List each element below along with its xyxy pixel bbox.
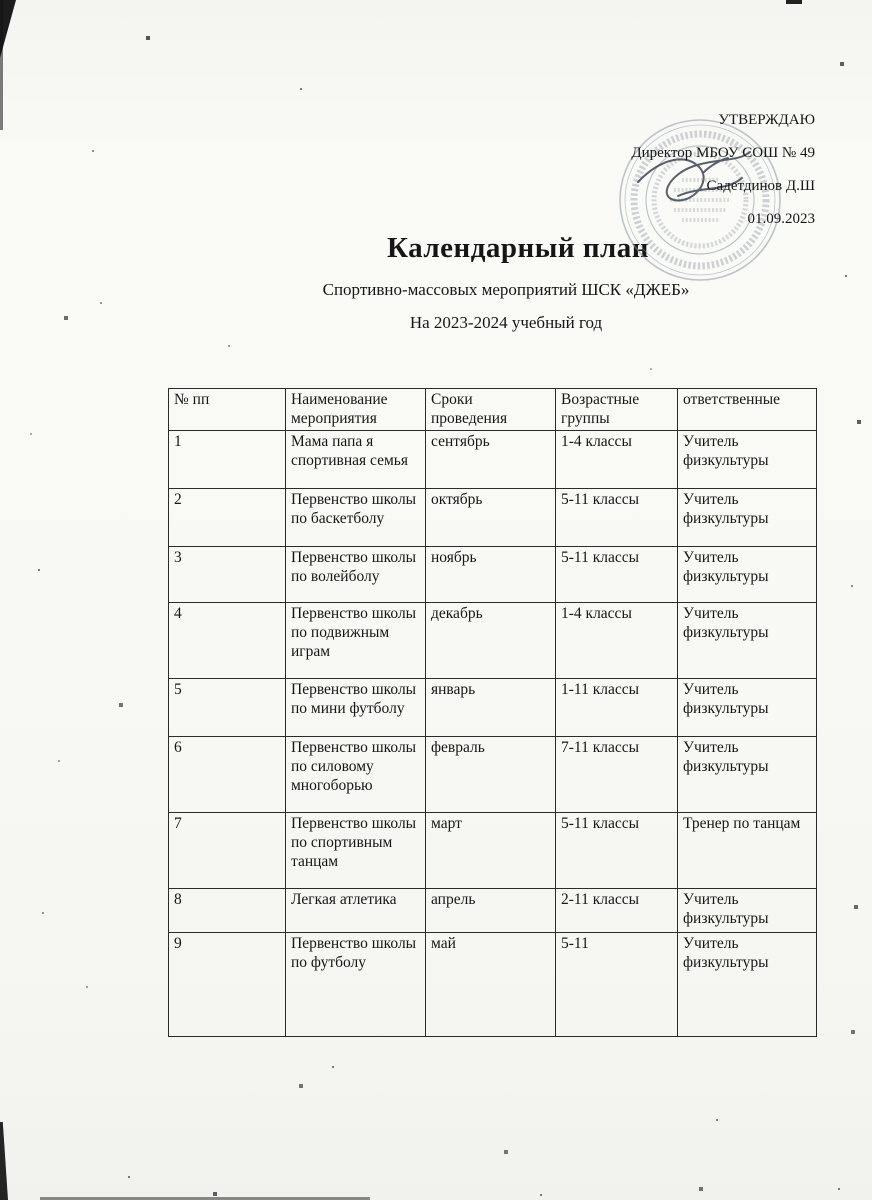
table-cell: 4	[169, 603, 286, 679]
table-cell: 9	[169, 933, 286, 1037]
table-cell: Учитель физкультуры	[678, 679, 817, 737]
table-cell: 1-4 классы	[556, 431, 678, 489]
table-cell: 5-11	[556, 933, 678, 1037]
table-cell: 1	[169, 431, 286, 489]
column-header: № пп	[169, 389, 286, 431]
table-cell: 2	[169, 489, 286, 547]
table-cell: 1-11 классы	[556, 679, 678, 737]
table-cell: 6	[169, 737, 286, 813]
scan-edge-artifact-top-right	[786, 0, 802, 4]
table-cell: сентябрь	[426, 431, 556, 489]
table-cell: 5	[169, 679, 286, 737]
table-cell: Учитель физкультуры	[678, 431, 817, 489]
table-cell: апрель	[426, 889, 556, 933]
scan-edge-artifact-bottom-left	[0, 1122, 8, 1200]
table-cell: Первенство школы по баскетболу	[286, 489, 426, 547]
table-cell: 5-11 классы	[556, 547, 678, 603]
table-row	[169, 889, 817, 933]
table-cell: Легкая атлетика	[286, 889, 426, 933]
column-header: ответственные	[678, 389, 817, 431]
table-cell: Первенство школы по силовому многоборью	[286, 737, 426, 813]
table-cell: Первенство школы по волейболу	[286, 547, 426, 603]
table-cell: 2-11 классы	[556, 889, 678, 933]
table-cell: декабрь	[426, 603, 556, 679]
table-cell: 7	[169, 813, 286, 889]
table-cell: Учитель физкультуры	[678, 603, 817, 679]
table-row	[169, 547, 817, 603]
table-row	[169, 679, 817, 737]
table-cell: Учитель физкультуры	[678, 933, 817, 1037]
approval-line-name: Садетдинов Д.Ш	[706, 178, 815, 194]
table-cell: 8	[169, 889, 286, 933]
column-header: Возрастные группы	[556, 389, 678, 431]
table-cell: ноябрь	[426, 547, 556, 603]
approval-line-director: Директор МБОУ СОШ № 49	[631, 145, 815, 161]
events-table-body	[169, 431, 817, 1037]
table-cell: Первенство школы по футболу	[286, 933, 426, 1037]
table-cell: Первенство школы по подвижным играм	[286, 603, 426, 679]
table-cell: февраль	[426, 737, 556, 813]
table-row	[169, 933, 817, 1037]
table-cell: 3	[169, 547, 286, 603]
table-cell: 1-4 классы	[556, 603, 678, 679]
events-table-header	[169, 389, 817, 431]
table-cell: Учитель физкультуры	[678, 547, 817, 603]
table-cell: Первенство школы по спортивным танцам	[286, 813, 426, 889]
approval-block	[631, 104, 815, 236]
table-cell: Учитель физкультуры	[678, 889, 817, 933]
table-cell: 5-11 классы	[556, 813, 678, 889]
document-subtitle-year: На 2023-2024 учебный год	[409, 313, 603, 332]
scan-edge-artifact-left	[0, 0, 3, 130]
table-row	[169, 813, 817, 889]
document-title: Календарный план	[386, 232, 650, 264]
document-subtitle-events: Спортивно-массовых мероприятий ШСК «ДЖЕБ»	[322, 280, 690, 299]
table-cell: Тренер по танцам	[678, 813, 817, 889]
table-row	[169, 737, 817, 813]
table-cell: март	[426, 813, 556, 889]
approval-line-date: 01.09.2023	[747, 211, 815, 227]
table-cell: Мама папа я спортивная семья	[286, 431, 426, 489]
events-table	[168, 388, 817, 1037]
table-row	[169, 603, 817, 679]
table-cell: Учитель физкультуры	[678, 489, 817, 547]
table-cell: Учитель физкультуры	[678, 737, 817, 813]
table-cell: 5-11 классы	[556, 489, 678, 547]
table-row	[169, 489, 817, 547]
table-cell: октябрь	[426, 489, 556, 547]
table-row	[169, 431, 817, 489]
header-row	[169, 389, 817, 431]
approval-line-approve: УТВЕРЖДАЮ	[718, 112, 815, 128]
table-cell: Первенство школы по мини футболу	[286, 679, 426, 737]
table-cell: 7-11 классы	[556, 737, 678, 813]
scan-noise-specks	[0, 0, 2, 2]
table-cell: май	[426, 933, 556, 1037]
column-header: Наименование мероприятия	[286, 389, 426, 431]
table-cell: январь	[426, 679, 556, 737]
column-header: Сроки проведения	[426, 389, 556, 431]
